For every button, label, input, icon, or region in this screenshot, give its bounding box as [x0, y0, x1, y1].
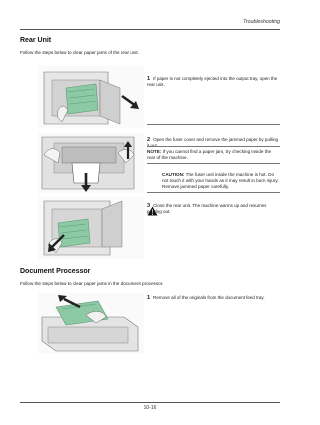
rear-unit-intro: Follow the steps below to clear paper jams of the rear unit.	[20, 50, 139, 55]
document-step-1-text: Remove all of the originals from the document feed tray.	[153, 295, 265, 300]
rear-step-1	[147, 76, 279, 88]
note-top-rule	[147, 146, 280, 147]
rear-step-2	[147, 137, 279, 149]
note-text: If you cannot find a paper jam, try checking inside the rear of the machine.	[147, 149, 272, 160]
figure-close-rear-unit	[38, 197, 144, 259]
document-step-1-number: 1	[147, 295, 151, 301]
rear-step-3-text: Close the rear unit. The machine warms up and resumes printing out.	[147, 203, 267, 214]
rear-step-2-text: Open the fuser cover and remove the jammed paper by pulling it out.	[147, 137, 278, 148]
rear-step-3-number: 3	[147, 203, 151, 209]
caution-text: The fuser unit inside the machine is hot. Do not touch it with your hands as it may result in burn injury. Remove jammed paper carefully.	[162, 172, 279, 189]
rear-step-1-text: If paper is not completely ejected into the output tray, open the rear unit.	[147, 76, 278, 87]
footer-rule	[20, 402, 280, 403]
rear-step-3	[147, 203, 279, 215]
figure-document-feed-tray	[38, 293, 144, 353]
note-bottom-rule	[147, 163, 280, 164]
header-rule	[20, 29, 280, 30]
caution-label: CAUTION:	[162, 172, 185, 177]
document-step-1	[147, 295, 279, 301]
page-number: 10-16	[143, 405, 157, 411]
section-title-rear-unit: Rear Unit	[20, 37, 52, 44]
step-divider	[147, 124, 280, 125]
note-block	[147, 149, 279, 161]
running-header: Troubleshooting	[243, 19, 280, 25]
caution-bottom-rule	[147, 192, 280, 193]
note-label: NOTE:	[147, 149, 162, 154]
figure-fuser-cover	[38, 133, 144, 193]
rear-step-1-number: 1	[147, 76, 151, 82]
figure-open-rear-unit	[38, 66, 144, 128]
document-processor-intro: Follow the steps below to clear paper jams in the document processor.	[20, 281, 164, 286]
section-title-document-processor: Document Processor	[20, 268, 91, 275]
rear-step-2-number: 2	[147, 137, 151, 143]
caution-block	[162, 172, 280, 190]
